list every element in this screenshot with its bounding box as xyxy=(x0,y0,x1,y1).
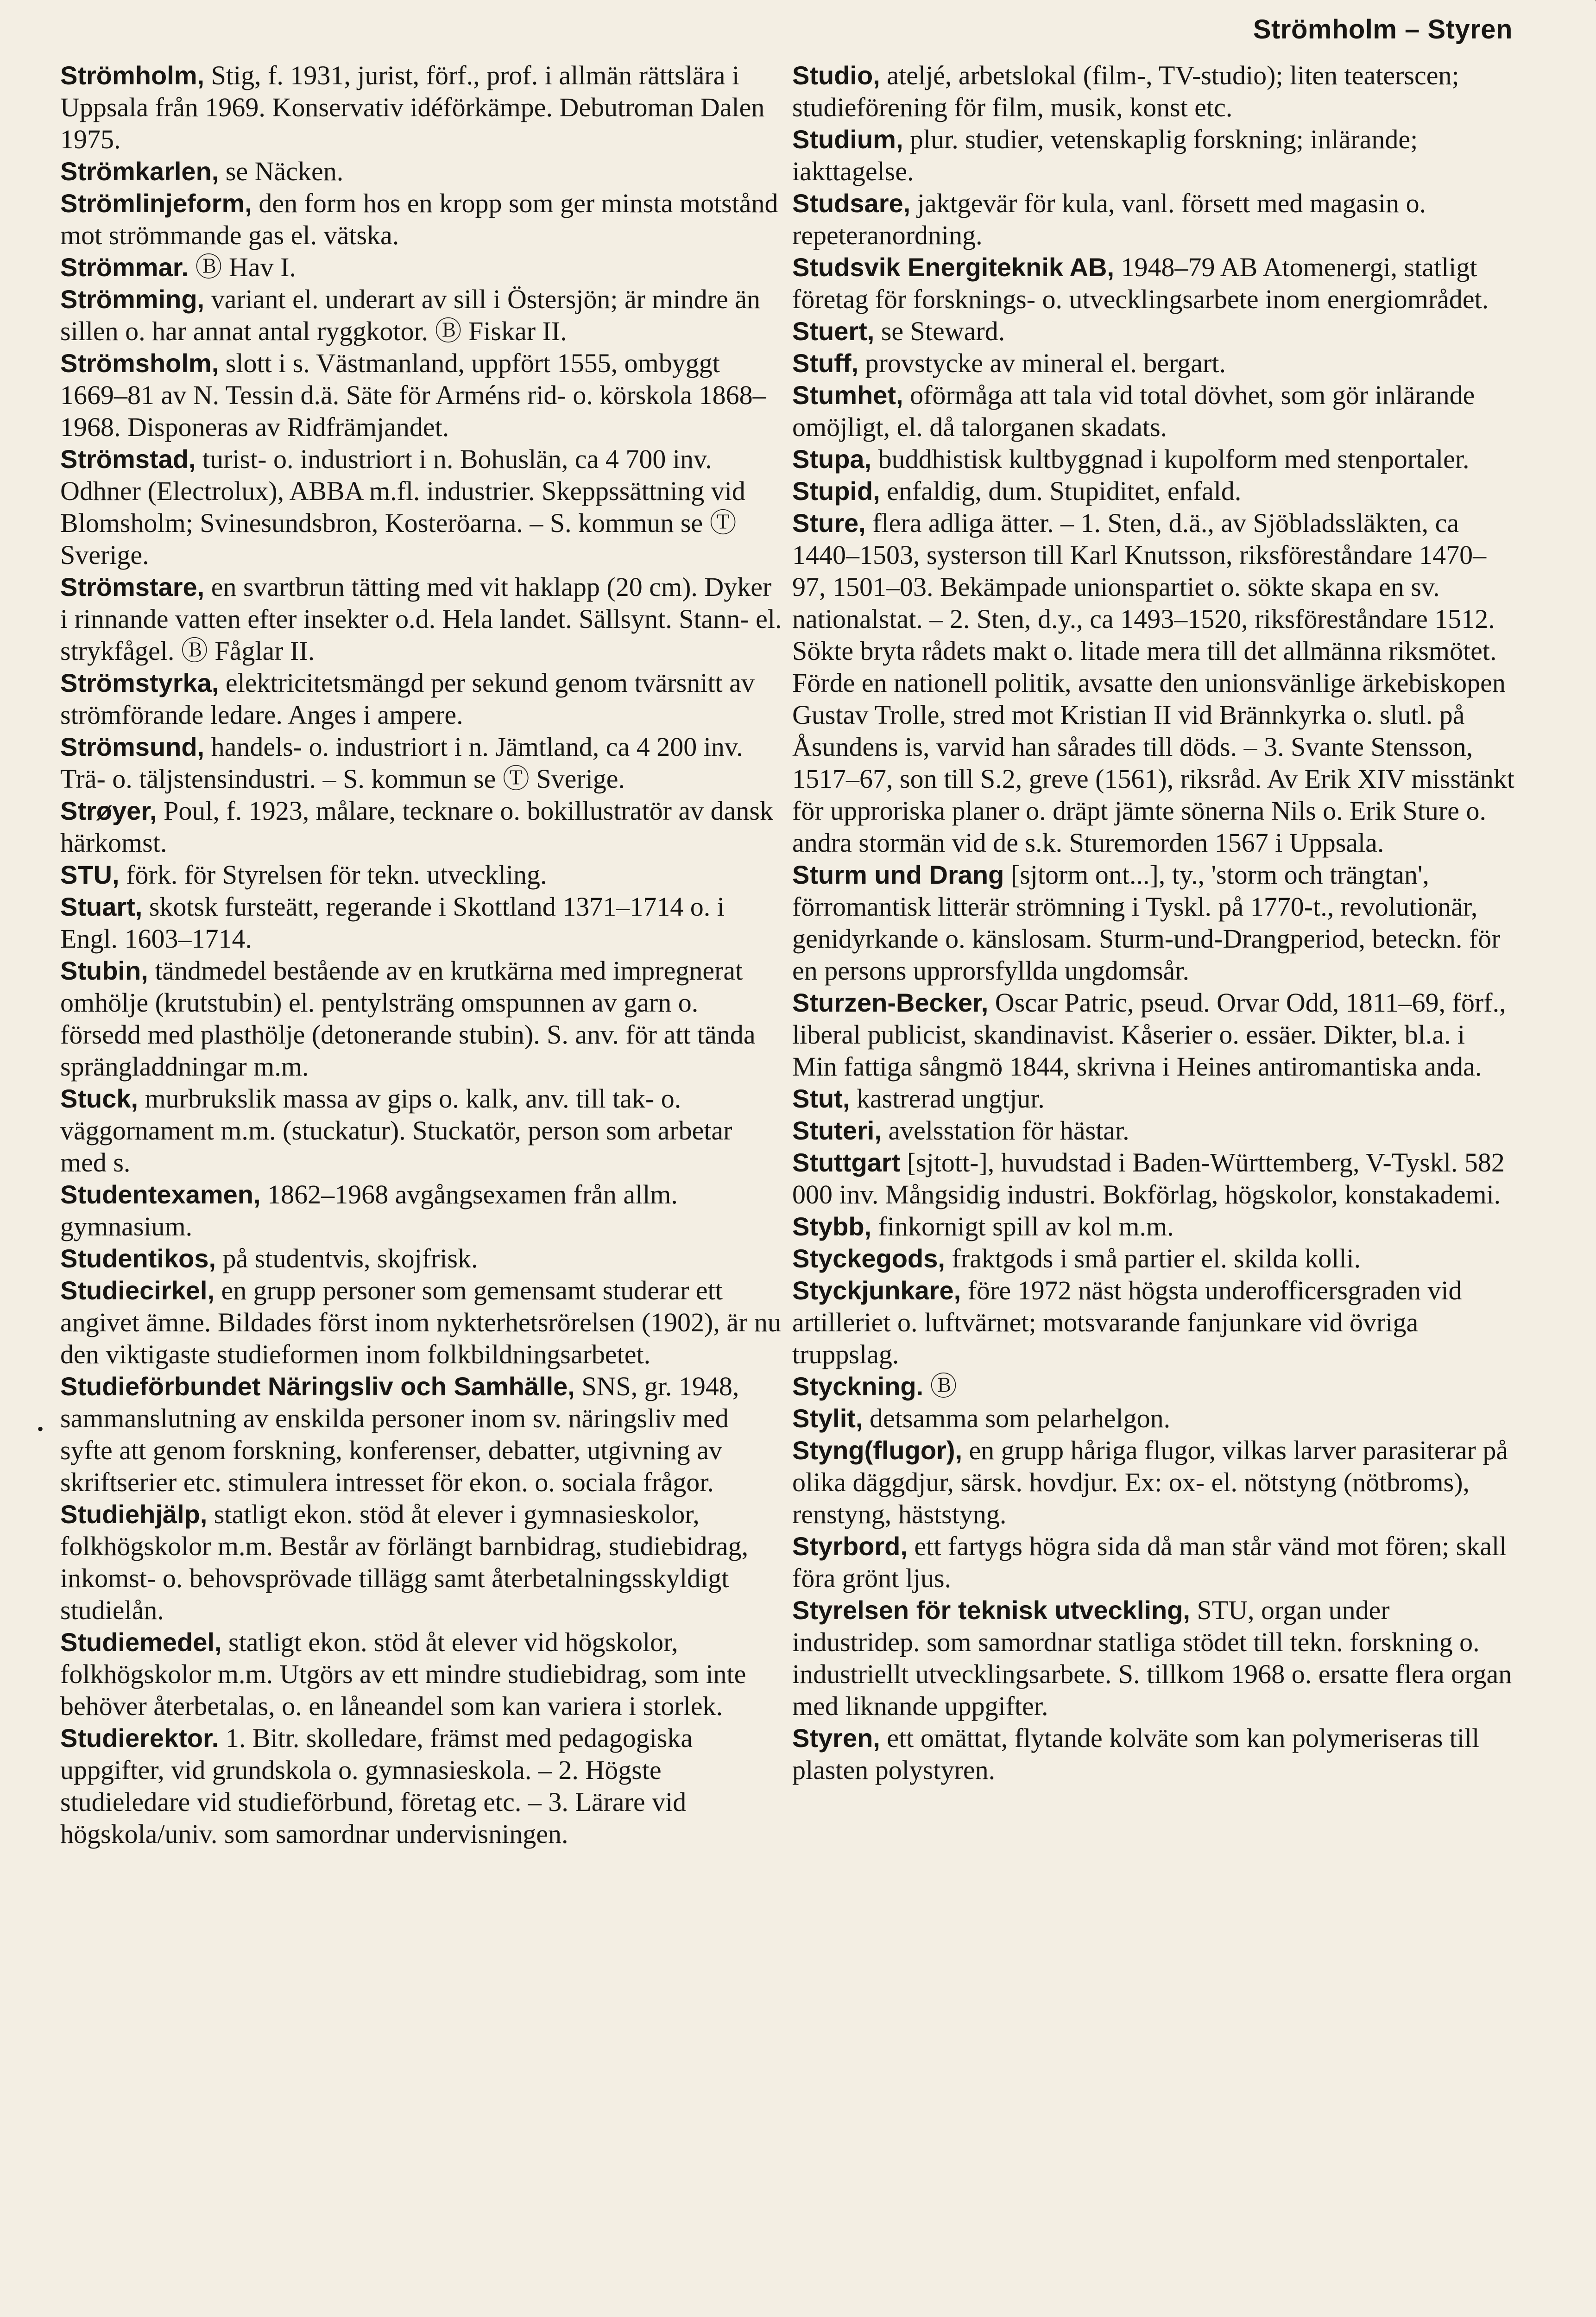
entry-headword: Stuff, xyxy=(792,348,859,378)
entry-definition: handels- o. industriort i n. Jämtland, ca 4 200 inv. Trä- o. täljstensindustri. – S. kommun se Ⓣ Sverige. xyxy=(60,732,743,794)
entry-definition: statligt ekon. stöd åt elever vid högskolor, folkhögskolor m.m. Utgörs av ett mindre studiebidrag, som inte behöver återbetalas, o. en låneandel som kan variera i storlek. xyxy=(60,1627,746,1721)
entry-headword: Stupa, xyxy=(792,444,872,474)
entry-headword: Styckegods, xyxy=(792,1244,945,1273)
entry-definition: se Näcken. xyxy=(219,156,344,186)
dictionary-entry xyxy=(792,1722,1515,1786)
dictionary-entry xyxy=(792,443,1515,475)
entry-definition: tändmedel bestående av en krutkärna med impregnerat omhölje (krutstubin) el. pentylsträng omspunnen av garn o. försedd med plasthölje (detonerande stubin). S. anv. för att tända sprängladdningar m.m. xyxy=(60,956,756,1082)
dictionary-entry xyxy=(792,1594,1515,1722)
entry-definition: skotsk fursteätt, regerande i Skottland 1371–1714 o. i Engl. 1603–1714. xyxy=(60,892,725,954)
dictionary-entry xyxy=(792,1242,1515,1274)
dictionary-entry xyxy=(60,251,783,283)
dictionary-entry xyxy=(60,187,783,251)
dictionary-entry xyxy=(792,347,1515,379)
dictionary-entry xyxy=(792,379,1515,443)
entry-headword: Strömkarlen, xyxy=(60,157,219,186)
entry-definition: turist- o. industriort i n. Bohuslän, ca 4 700 inv. Odhner (Electrolux), ABBA m.fl. industrier. Skeppssättning vid Blomsholm; Svinesundsbron, Kosteröarna. – S. kommun se Ⓣ Sverige. xyxy=(60,444,745,570)
entry-headword: Sture, xyxy=(792,508,866,538)
entry-definition: jaktgevär för kula, vanl. försett med magasin o. repeteranordning. xyxy=(792,188,1426,250)
dictionary-entry xyxy=(60,859,783,891)
dictionary-entry xyxy=(60,1178,783,1242)
entry-definition: den form hos en kropp som ger minsta motstånd mot strömmande gas el. vätska. xyxy=(60,188,778,250)
entry-definition: [sjtott-], huvudstad i Baden-Württemberg, V-Tyskl. 582 000 inv. Mångsidig industri. Bokförlag, högskolor, konstakademi. xyxy=(792,1147,1505,1209)
entry-definition: en svartbrun tätting med vit haklapp (20 cm). Dyker i rinnande vatten efter insekter o.d. Hela landet. Sällsynt. Stann- el. strykfågel. Ⓑ Fåglar II. xyxy=(60,572,782,666)
dictionary-entry xyxy=(60,955,783,1083)
entry-headword: Stupid, xyxy=(792,476,880,506)
entry-definition: Oscar Patric, pseud. Orvar Odd, 1811–69, förf., liberal publicist, skandinavist. Kåserier o. essäer. Dikter, bl.a. i Min fattiga sångmö 1844, skrivna i Heines antiromantiska anda. xyxy=(792,988,1506,1082)
entry-definition: fraktgods i små partier el. skilda kolli. xyxy=(945,1243,1361,1273)
entry-headword: Styckjunkare, xyxy=(792,1276,961,1305)
dictionary-entry xyxy=(792,1530,1515,1594)
entry-definition: STU, organ under industridep. som samordnar statliga stödet till tekn. forskning o. industriellt utvecklingsarbete. S. tillkom 1968 o. ersatte flera organ med liknande uppgifter. xyxy=(792,1595,1512,1721)
dictionary-entry xyxy=(60,1274,783,1370)
entry-headword: Stuart, xyxy=(60,892,143,921)
entry-definition: avelsstation för hästar. xyxy=(881,1115,1129,1146)
dictionary-entry xyxy=(60,667,783,731)
entry-definition: finkornigt spill av kol m.m. xyxy=(871,1211,1174,1241)
dictionary-entry xyxy=(60,1370,783,1498)
entry-headword: Styrbord, xyxy=(792,1532,908,1561)
entry-headword: Strömsund, xyxy=(60,732,205,761)
entry-headword: Stylit, xyxy=(792,1404,863,1433)
entry-headword: Studiecirkel, xyxy=(60,1276,215,1305)
dictionary-entry xyxy=(60,1626,783,1722)
entry-headword: Stumhet, xyxy=(792,380,903,410)
entry-headword: Styng(flugor), xyxy=(792,1436,963,1465)
dictionary-entry xyxy=(60,1498,783,1626)
entry-definition: på studentvis, skojfrisk. xyxy=(216,1243,478,1273)
entry-headword: Strömmar. xyxy=(60,253,189,282)
entry-definition: Ⓑ xyxy=(923,1371,957,1401)
dictionary-entry xyxy=(60,347,783,443)
entry-definition: förk. för Styrelsen för tekn. utveckling. xyxy=(119,860,547,890)
entry-headword: Studiemedel, xyxy=(60,1627,222,1657)
entry-headword: Strömstad, xyxy=(60,444,196,474)
entry-definition: se Steward. xyxy=(874,316,1005,346)
entry-headword: Stybb, xyxy=(792,1212,872,1241)
dictionary-entry xyxy=(792,1083,1515,1114)
dictionary-entry xyxy=(60,443,783,571)
entry-headword: Studentexamen, xyxy=(60,1180,261,1209)
dictionary-entry xyxy=(792,315,1515,347)
entry-definition: en grupp personer som gemensamt studerar ett angivet ämne. Bildades först inom nykterhetsrörelsen (1902), är nu den viktigaste studieformen inom folkbildningsarbetet. xyxy=(60,1275,781,1369)
dictionary-entry xyxy=(792,251,1515,315)
entry-headword: Sturm und Drang xyxy=(792,860,1004,889)
entry-definition: buddhistisk kultbyggnad i kupolform med stenportaler. xyxy=(871,444,1470,474)
entry-definition: variant el. underart av sill i Östersjön; är mindre än sillen o. har annat antal ryggkotor. Ⓑ Fiskar II. xyxy=(60,284,761,346)
dictionary-entry xyxy=(792,1146,1515,1210)
entry-definition: provstycke av mineral el. bergart. xyxy=(858,348,1226,378)
entry-definition: 1948–79 AB Atomenergi, statligt företag för forsknings- o. utvecklingsarbete inom energiområdet. xyxy=(792,252,1489,314)
entry-definition: plur. studier, vetenskaplig forskning; inlärande; iakttagelse. xyxy=(792,124,1418,186)
dictionary-entry xyxy=(60,59,783,155)
dictionary-entry xyxy=(792,1274,1515,1370)
entry-definition: murbrukslik massa av gips o. kalk, anv. till tak- o. väggornament m.m. (stuckatur). Stuckatör, person som arbetar med s. xyxy=(60,1083,732,1177)
entry-definition: ateljé, arbetslokal (film-, TV-studio); liten teaterscen; studieförening för film, musik, konst etc. xyxy=(792,60,1459,122)
entry-definition: slott i s. Västmanland, uppfört 1555, ombyggt 1669–81 av N. Tessin d.ä. Säte för Arméns rid- o. körskola 1868–1968. Disponeras av Ridfrämjandet. xyxy=(60,348,766,442)
dictionary-entry xyxy=(60,155,783,187)
entry-headword: Studium, xyxy=(792,125,903,154)
dictionary-entry xyxy=(792,59,1515,123)
entry-headword: Strömsholm, xyxy=(60,348,219,378)
entry-definition: ett fartygs högra sida då man står vänd mot fören; skall föra grönt ljus. xyxy=(792,1531,1507,1593)
entry-definition: före 1972 näst högsta underofficersgraden vid artilleriet o. luftvärnet; motsvarande fanjunkare vid övriga truppslag. xyxy=(792,1275,1462,1369)
dictionary-entry xyxy=(60,1242,783,1274)
dictionary-entry xyxy=(60,891,783,955)
entry-headword: Stuert, xyxy=(792,317,875,346)
dictionary-entry xyxy=(792,1402,1515,1434)
dictionary-entry xyxy=(60,1083,783,1178)
dictionary-entry xyxy=(792,987,1515,1083)
running-head: Strömholm – Styren xyxy=(1253,14,1513,44)
entry-definition: Stig, f. 1931, jurist, förf., prof. i allmän rättslära i Uppsala från 1969. Konservativ idéförkämpe. Debutroman Dalen 1975. xyxy=(60,60,765,154)
entry-headword: Studiehjälp, xyxy=(60,1500,208,1529)
entry-definition: 1862–1968 avgångsexamen från allm. gymnasium. xyxy=(60,1179,678,1241)
entry-definition: oförmåga att tala vid total dövhet, som gör inlärande omöjligt, el. då talorganen skadats. xyxy=(792,380,1475,442)
entry-definition: SNS, gr. 1948, sammanslutning av enskilda personer inom sv. näringsliv med syfte att genom forskning, konferenser, debatter, utgivning av skriftserier etc. stimulera intresset för ekon. o. sociala frågor. xyxy=(60,1371,739,1497)
entry-definition: flera adliga ätter. – 1. Sten, d.ä., av Sjöbladssläkten, ca 1440–1503, systerson till Karl Knutsson, riksföreståndare 1470–97, 1501–03. Bekämpade unionspartiet o. sökte skapa en sv. nationalstat. – 2. Sten, d.y., ca 1493–1520, riksföreståndare 1512. Sökte bryta rådets makt o. litade mera till det allmänna riksmötet. Förde en nationell politik, avsatte den unionsvänlige ärkebiskopen Gustav Trolle, stred mot Kristian II vid Brännkyrka o. slutl. på Åsundens is, varvid han sårades till döds. – 3. Svante Stensson, 1517–67, son till S.2, greve (1561), riksråd. Av Erik XIV misstänkt för upproriska planer o. dräpt jämte sönerna Nils o. Erik Sture o. andra stormän vid de s.k. Sturemorden 1567 i Uppsala. xyxy=(792,508,1514,858)
entry-definition: Poul, f. 1923, målare, tecknare o. bokillustratör av dansk härkomst. xyxy=(60,796,773,858)
entry-definition: 1. Bitr. skolledare, främst med pedagogiska uppgifter, vid grundskola o. gymnasieskola. – 2. Högste studieledare vid studieförbund, företag etc. – 3. Lärare vid högskola/univ. som samordnar undervisningen. xyxy=(60,1723,693,1849)
entry-headword: Studierektor. xyxy=(60,1723,219,1753)
entry-headword: Styren, xyxy=(792,1723,880,1753)
entry-definition: [sjtorm ont...], ty., 'storm och trängtan', förromantisk litterär strömning i Tyskl. på 1770-t., revolutionär, genidyrkande o. känslosam. Sturm-und-Drangperiod, beteckn. för en persons upprorsfyllda ungdomsår. xyxy=(792,860,1501,986)
dictionary-entry xyxy=(792,187,1515,251)
entry-headword: Strömming, xyxy=(60,285,205,314)
dictionary-entry xyxy=(792,123,1515,187)
margin-mark: • xyxy=(37,1418,44,1439)
entry-headword: Strömlinjeform, xyxy=(60,189,252,218)
entry-definition: enfaldig, dum. Stupiditet, enfald. xyxy=(880,476,1242,506)
entry-headword: Strömstare, xyxy=(60,572,205,601)
entry-headword: Studio, xyxy=(792,61,880,90)
entry-headword: Stuttgart xyxy=(792,1148,901,1177)
dictionary-entry xyxy=(60,571,783,667)
entry-headword: Studsare, xyxy=(792,189,911,218)
dictionary-entry xyxy=(60,731,783,795)
entry-headword: Strøyer, xyxy=(60,796,157,825)
entry-headword: Styrelsen för teknisk utveckling, xyxy=(792,1595,1190,1625)
entry-definition: kastrerad ungtjur. xyxy=(850,1083,1045,1114)
entry-headword: Stuck, xyxy=(60,1084,139,1113)
dictionary-entry xyxy=(792,475,1515,507)
entry-headword: Sturzen-Becker, xyxy=(792,988,989,1017)
entry-headword: Studentikos, xyxy=(60,1244,216,1273)
entry-definition: statligt ekon. stöd åt elever i gymnasieskolor, folkhögskolor m.m. Består av förlängt barnbidrag, studiebidrag, inkomst- o. behovsprövade tillägg samt återbetalningsskyldigt studielån. xyxy=(60,1499,749,1625)
entry-headword: Studieförbundet Näringsliv och Samhälle, xyxy=(60,1372,575,1401)
right-column xyxy=(792,59,1515,1786)
entry-headword: STU, xyxy=(60,860,120,889)
dictionary-entry xyxy=(792,1210,1515,1242)
entry-headword: Strömholm, xyxy=(60,61,205,90)
dictionary-entry xyxy=(792,507,1515,859)
dictionary-entry xyxy=(792,1370,1515,1402)
entry-headword: Stut, xyxy=(792,1084,850,1113)
entry-headword: Studsvik Energiteknik AB, xyxy=(792,253,1114,282)
entry-definition: ett omättat, flytande kolväte som kan polymeriseras till plasten polystyren. xyxy=(792,1723,1480,1785)
entry-headword: Stuteri, xyxy=(792,1116,882,1145)
dictionary-entry xyxy=(792,859,1515,987)
entry-headword: Stubin, xyxy=(60,956,148,985)
entry-definition: elektricitetsmängd per sekund genom tvärsnitt av strömförande ledare. Anges i ampere. xyxy=(60,668,755,730)
entry-definition: Ⓑ Hav I. xyxy=(189,252,296,282)
entry-headword: Strömstyrka, xyxy=(60,668,219,697)
entry-definition: en grupp håriga flugor, vilkas larver parasiterar på olika däggdjur, särsk. hovdjur. Ex: ox- el. nötstyng (nötbroms), renstyng, häststyng. xyxy=(792,1435,1508,1529)
dictionary-entry xyxy=(792,1434,1515,1530)
entry-definition: detsamma som pelarhelgon. xyxy=(863,1403,1171,1433)
entry-headword: Styckning. xyxy=(792,1372,924,1401)
dictionary-entry xyxy=(60,1722,783,1850)
dictionary-entry xyxy=(60,283,783,347)
dictionary-entry xyxy=(60,795,783,859)
left-column xyxy=(60,59,783,1850)
dictionary-entry xyxy=(792,1114,1515,1146)
